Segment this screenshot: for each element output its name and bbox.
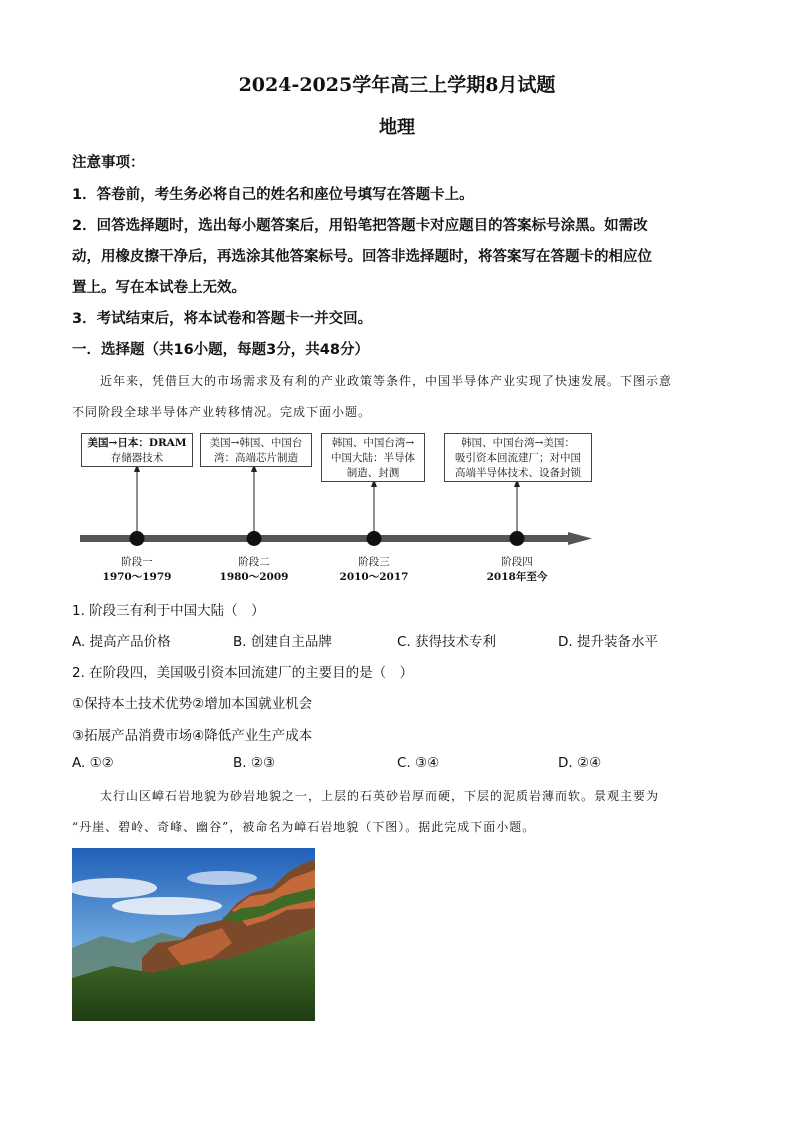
question-1-option-c: C. 获得技术专利 (397, 634, 497, 650)
exam-title: 2024-2025学年高三上学期8月试题 (238, 74, 556, 96)
notice-heading: 注意事项： (72, 155, 145, 171)
stage-1-name: 阶段一 (121, 556, 153, 568)
stage-point-3 (367, 531, 382, 546)
question-2-option-c: C. ③④ (397, 755, 440, 771)
question-2-option-a: A. ①② (72, 755, 114, 771)
timeline-box-1-line-1: 美国→日本：DRAM (87, 437, 187, 449)
question-2-stem: 2. 在阶段四，美国吸引资本回流建厂的主要目的是（ ） (72, 665, 414, 681)
notice-item-3: 3．考试结束后，将本试卷和答题卡一并交回。 (72, 311, 373, 327)
notice-item-2-line-2: 动，用橡皮擦干净后，再选涂其他答案标号。回答非选择题时，将答案写在答题卡的相应位 (72, 249, 652, 265)
timeline-box-4-line-2: 吸引资本回流建厂；对中国 (455, 452, 581, 464)
stage-3-years: 2010～2017 (339, 571, 409, 583)
stage-3-name: 阶段三 (358, 556, 390, 568)
stage-2-years: 1980～2009 (219, 571, 289, 583)
question-2-statements-1: ①保持本土技术优势②增加本国就业机会 (72, 696, 313, 712)
zhangshiyan-landform-photo (72, 848, 315, 1021)
question-2-option-d: D. ②④ (558, 755, 602, 771)
subject-title: 地理 (379, 117, 415, 138)
question-1-option-d: D. 提升装备水平 (558, 634, 658, 650)
passage-2-line-2: “丹崖、碧岭、奇峰、幽谷”，被命名为嶂石岩地貌（下图）。据此完成下面小题。 (72, 820, 536, 834)
timeline-box-2-line-2: 湾：高端芯片制造 (214, 452, 298, 464)
question-1-stem: 1. 阶段三有利于中国大陆（ ） (72, 603, 265, 619)
question-2-statements-2: ③拓展产品消费市场④降低产业生产成本 (72, 728, 313, 744)
semiconductor-timeline-diagram (72, 428, 602, 588)
passage-1-line-1: 近年来，凭借巨大的市场需求及有利的产业政策等条件，中国半导体产业实现了快速发展。下图示意 (100, 374, 673, 388)
stage-4-years: 2018年至今 (486, 571, 548, 583)
question-1-option-a: A. 提高产品价格 (72, 634, 171, 650)
passage-1-line-2: 不同阶段全球半导体产业转移情况。完成下面小题。 (72, 405, 372, 419)
stage-point-2 (247, 531, 262, 546)
timeline-box-2 (200, 433, 312, 467)
timeline-box-4-line-3: 高端半导体技术、设备封锁 (455, 467, 581, 479)
timeline-arrowhead (568, 532, 592, 545)
timeline-box-4-line-1: 韩国、中国台湾→美国： (461, 437, 575, 449)
notice-item-2-line-3: 置上。写在本试卷上无效。 (72, 280, 246, 296)
stage-4-name: 阶段四 (501, 556, 533, 568)
timeline-box-3-line-1: 韩国、中国台湾→ (331, 437, 415, 449)
question-2-option-b: B. ②③ (233, 755, 276, 771)
question-1-option-b: B. 创建自主品牌 (233, 634, 332, 650)
timeline-box-1-line-2: 存储器技术 (110, 452, 164, 464)
stage-1-years: 1970～1979 (102, 571, 172, 583)
stage-label-3 (319, 555, 429, 585)
section-heading: 一．选择题（共16小题，每题3分，共48分） (72, 342, 369, 358)
stage-label-1 (82, 555, 192, 585)
notice-item-1: 1．答卷前，考生务必将自己的姓名和座位号填写在答题卡上。 (72, 187, 474, 203)
landform-photo-graphic (72, 848, 315, 1021)
timeline-box-3-line-3: 制造、封测 (346, 467, 400, 479)
passage-2-line-1: 太行山区嶂石岩地貌为砂岩地貌之一，上层的石英砂岩厚而硬，下层的泥质岩薄而软。景观主要为 (100, 789, 660, 803)
stage-2-name: 阶段二 (238, 556, 270, 568)
timeline-box-1 (81, 433, 193, 467)
timeline-box-3-line-2: 中国大陆：半导体 (331, 452, 415, 464)
timeline-box-3 (321, 433, 425, 482)
stage-point-4 (510, 531, 525, 546)
notice-item-2-line-1: 2．回答选择题时，选出每小题答案后，用铅笔把答题卡对应题目的答案标号涂黑。如需改 (72, 218, 648, 234)
stage-point-1 (130, 531, 145, 546)
stage-label-4 (462, 555, 572, 585)
stage-label-2 (199, 555, 309, 585)
timeline-axis (80, 535, 568, 542)
timeline-box-4 (444, 433, 592, 482)
timeline-box-2-line-1: 美国→韩国、中国台 (209, 437, 303, 449)
